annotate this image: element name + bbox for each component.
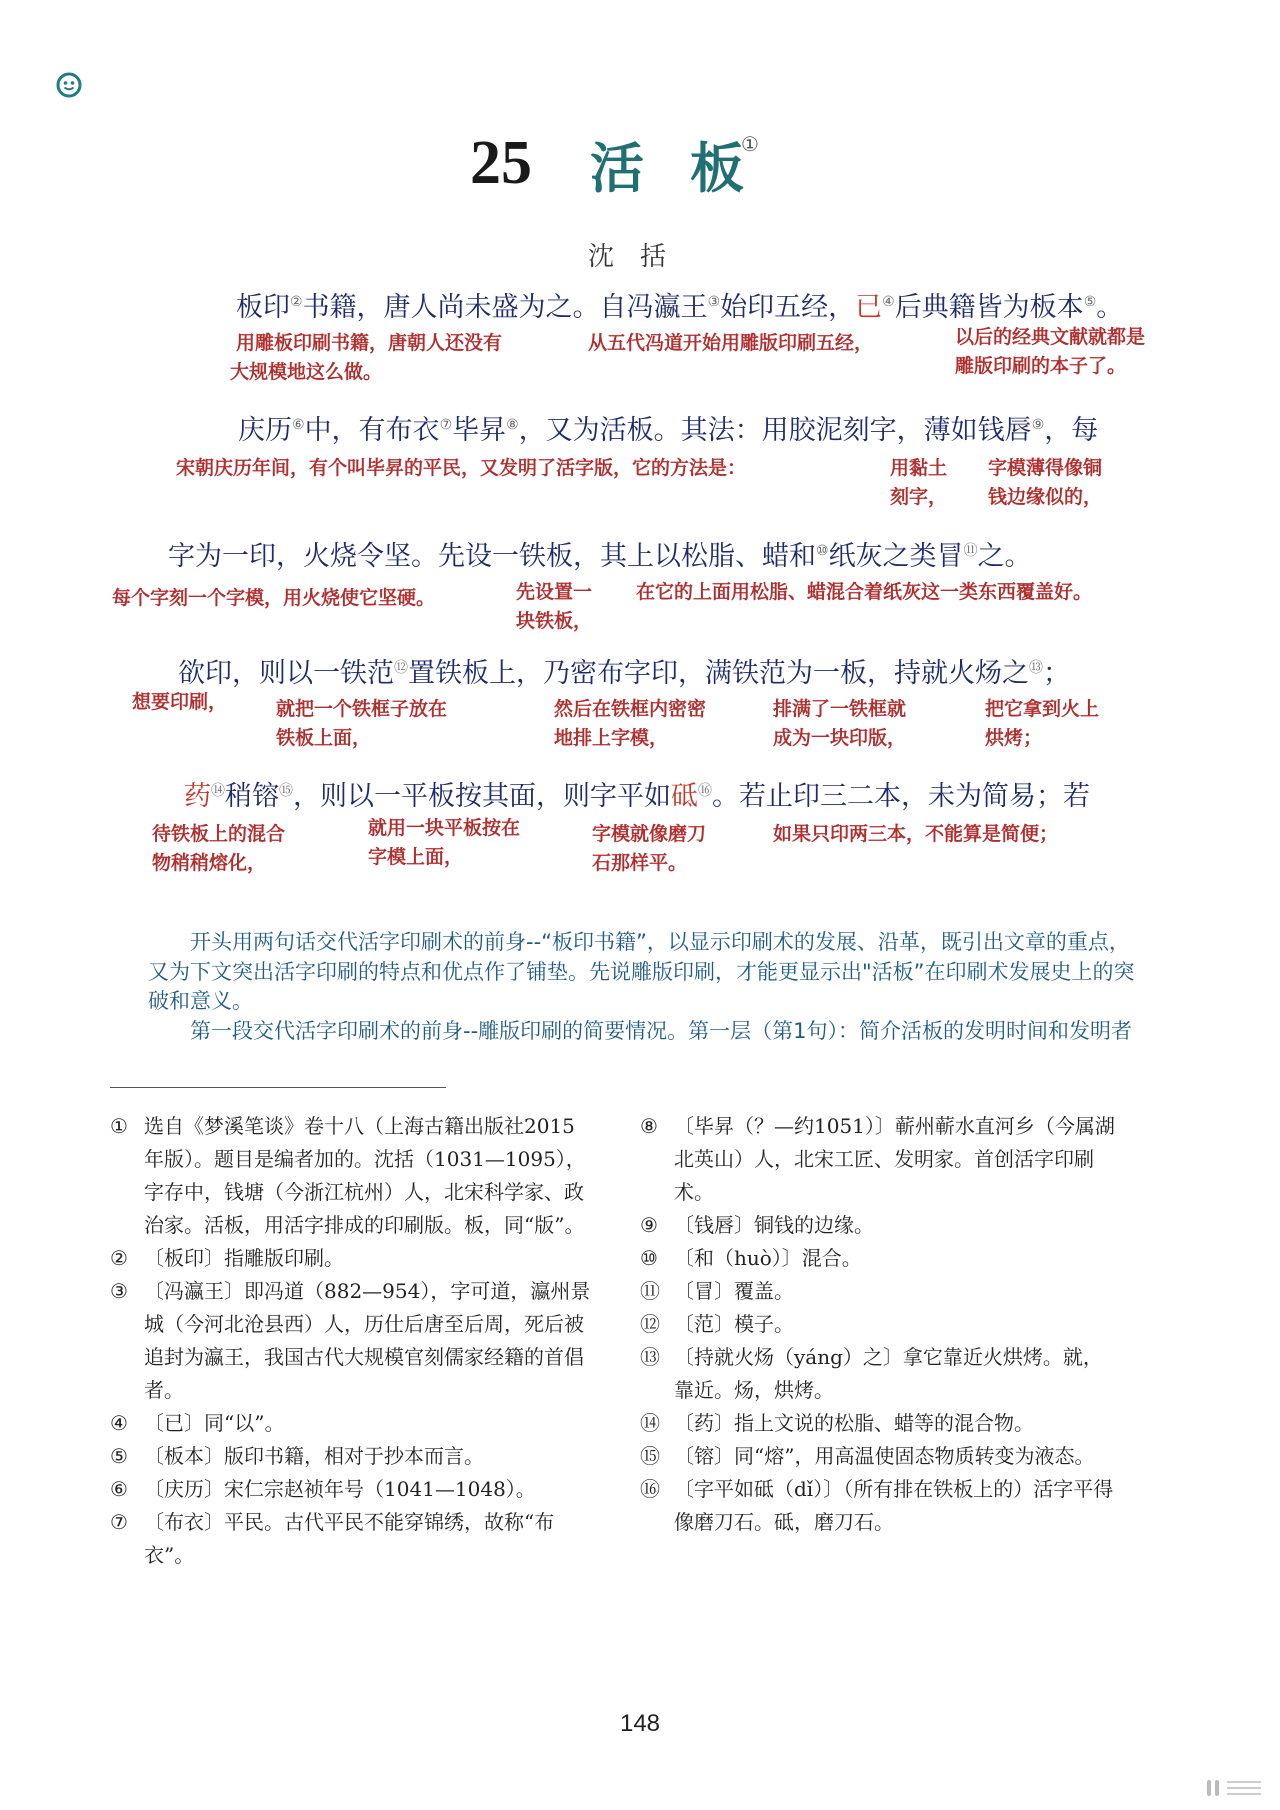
main-text-line-1: 板印②书籍，唐人尚未盛为之。自冯瀛王③始印五经，已④后典籍皆为板本⑤。 xyxy=(236,292,1124,323)
footnote: ⑮ 〔镕〕同“熔”，用高温使固态物质转变为液态。 xyxy=(640,1444,1095,1468)
annotation: 排满了一铁框就 xyxy=(773,698,907,720)
analysis-paragraph-1: 开头用两句话交代活字印刷术的前身--“板印书籍”，以显示印刷术的发展、沿革，既引出文章的重点，又为下文突出活字印刷的特点和优点作了铺垫。先说雕版印刷，才能更显示出"活板”在印刷术发展史上的突破和意义。 xyxy=(148,930,1135,1013)
annotation: 字模薄得像铜 xyxy=(988,457,1103,479)
footnote-divider xyxy=(110,1087,446,1088)
annotation: 从五代冯道开始用雕版印刷五经， xyxy=(588,332,874,354)
annotation: 烘烤； xyxy=(985,727,1043,749)
annotation: 先设置一 xyxy=(516,581,593,603)
footnote: ⑬ 〔持就火炀（yáng）之〕拿它靠近火烘烤。就，靠近。炀，烘烤。 xyxy=(640,1345,1103,1402)
annotation: 物稍稍熔化， xyxy=(152,852,267,874)
annotation: 地排上字模， xyxy=(554,727,669,749)
footnote: ④ 〔已〕同“以”。 xyxy=(110,1411,285,1435)
analysis-paragraph-2: 第一段交代活字印刷术的前身--雕版印刷的简要情况。第一层（第1句）：简介活板的发明时间和发明者 xyxy=(190,1018,1133,1043)
footnote: ③ 〔冯瀛王〕即冯道（882—954），字可道，瀛州景城（今河北沧县西）人，历仕后唐至后周，死后被追封为瀛王，我国古代大规模官刻儒家经籍的首倡者。 xyxy=(110,1279,591,1402)
footnote: ⑥ 〔庆历〕宋仁宗赵祯年号（1041—1048）。 xyxy=(110,1477,536,1501)
annotation: 把它拿到火上 xyxy=(985,698,1100,720)
annotation: 用黏土 xyxy=(890,457,948,479)
smiley-icon xyxy=(56,72,82,98)
annotation: 铁板上面， xyxy=(276,727,372,749)
annotation: 字模上面， xyxy=(368,846,464,868)
annotation: 成为一块印版， xyxy=(773,727,907,749)
footnote: ⑦ 〔布衣〕平民。古代平民不能穿锦绣，故称“布衣”。 xyxy=(110,1510,555,1567)
annotation: 刻字， xyxy=(890,486,948,508)
annotation: 雕版印刷的本子了。 xyxy=(955,355,1127,377)
main-text-line-4: 欲印，则以一铁范⑫置铁板上，乃密布字印，满铁范为一板，持就火炀之⑬； xyxy=(178,658,1070,689)
footnotes-right xyxy=(640,1110,1120,1539)
footnote: ⑧ 〔毕昇（？—约1051）〕蕲州蕲水直河乡（今属湖北英山）人，北宋工匠、发明家。首创活字印刷术。 xyxy=(640,1114,1115,1204)
annotation: 就用一块平板按在 xyxy=(368,817,521,839)
footnote: ⑩ 〔和（huò）〕混合。 xyxy=(640,1246,862,1270)
annotation: 每个字刻一个字模，用火烧使它坚硬。 xyxy=(112,587,436,609)
main-text-line-3: 字为一印，火烧令坚。先设一铁板，其上以松脂、蜡和⑩纸灰之类冒⑪之。 xyxy=(168,541,1032,572)
title-footnote-marker: ① xyxy=(741,132,759,156)
footnote: ⑭ 〔药〕指上文说的松脂、蜡等的混合物。 xyxy=(640,1411,1034,1435)
footnotes-left xyxy=(110,1110,592,1572)
page-number: 148 xyxy=(619,1710,661,1737)
title-char-1: 活 xyxy=(590,136,644,200)
annotation: 大规模地这么做。 xyxy=(230,361,383,383)
annotation: 用雕板印刷书籍，唐朝人还没有 xyxy=(236,332,503,354)
annotation: 如果只印两三本，不能算是简便； xyxy=(773,823,1059,845)
annotation: 待铁板上的混合 xyxy=(152,823,286,845)
lesson-number: 25 xyxy=(470,129,532,197)
annotation: 字模就像磨刀 xyxy=(592,823,707,845)
main-text-line-5: 药⑭稍镕⑮，则以一平板按其面，则字平如砥⑯。若止印三二本，未为简易；若 xyxy=(184,781,1090,812)
title-char-2: 板 xyxy=(690,136,744,200)
footnote: ⑤ 〔板本〕版印书籍，相对于抄本而言。 xyxy=(110,1444,484,1468)
footnote: ⑫ 〔范〕模子。 xyxy=(640,1312,794,1336)
annotation: 宋朝庆历年间，有个叫毕昇的平民，又发明了活字版，它的方法是： xyxy=(176,457,747,479)
annotation: 在它的上面用松脂、蜡混合着纸灰这一类东西覆盖好。 xyxy=(636,581,1093,603)
footnote: ⑨ 〔钱唇〕铜钱的边缘。 xyxy=(640,1213,874,1237)
annotation: 钱边缘似的， xyxy=(988,486,1103,508)
footnote: ① 选自《梦溪笔谈》卷十八（上海古籍出版社2015年版）。题目是编者加的。沈括（1031—1095），字存中，钱塘（今浙江杭州）人，北宋科学家、政治家。活板，用活字排成的印刷版。板，同“版”。 xyxy=(110,1114,586,1237)
footnote: ⑯ 〔字平如砥（dǐ）〕（所有排在铁板上的）活字平得像磨刀石。砥，磨刀石。 xyxy=(640,1477,1114,1534)
annotation: 石那样平。 xyxy=(592,852,688,874)
annotation: 以后的经典文献就都是 xyxy=(955,326,1146,348)
author-name: 沈 括 xyxy=(588,242,667,272)
menu-icon[interactable] xyxy=(1205,1778,1265,1798)
annotation: 然后在铁框内密密 xyxy=(554,698,707,720)
annotation: 就把一个铁框子放在 xyxy=(276,698,448,720)
footnote: ② 〔板印〕指雕版印刷。 xyxy=(110,1246,344,1270)
footnote: ⑪ 〔冒〕覆盖。 xyxy=(640,1279,794,1303)
analysis-notes xyxy=(148,928,1148,1046)
annotation: 块铁板， xyxy=(516,610,593,632)
annotation: 想要印刷， xyxy=(132,691,228,713)
main-text-line-2: 庆历⑥中，有布衣⑦毕昇⑧，又为活板。其法：用胶泥刻字，薄如钱唇⑨，每 xyxy=(238,415,1099,446)
